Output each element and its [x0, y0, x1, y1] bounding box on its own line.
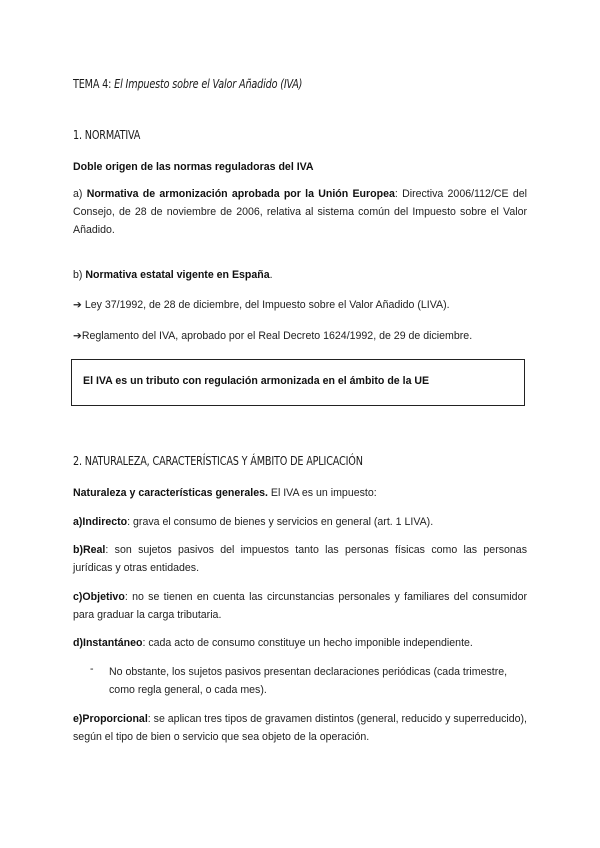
subtitle-text: Doble origen de las normas reguladoras del IVA: [73, 161, 314, 173]
section-2-heading: 2. NATURALEZA, CARACTERÍSTICAS Y ÁMBITO DE APLICACIÓN: [73, 453, 363, 468]
law-item-2: ➔Reglamento del IVA, aprobado por el Real Decreto 1624/1992, de 29 de diciembre.: [73, 330, 473, 342]
characteristic-item: [73, 513, 527, 531]
b-prefix: b): [73, 269, 83, 281]
item-label: d)Instantáneo: [73, 637, 143, 649]
item-text: : no se tienen en cuenta las circunstancias personales y familiares del consumidor para graduar la carga tributaria.: [73, 591, 527, 621]
intro-bold: Naturaleza y características generales.: [73, 487, 268, 499]
b-rest: .: [269, 269, 273, 281]
item-text: : se aplican tres tipos de gravamen distintos (general, reducido y superreducido), según el tipo de bien o servicio que sea objeto de la operación.: [73, 713, 527, 743]
intro-rest: El IVA es un impuesto:: [267, 487, 377, 499]
law-item-1: ➔ Ley 37/1992, de 28 de diciembre, del Impuesto sobre el Valor Añadido (LIVA).: [73, 299, 450, 311]
item-label: b)Real: [73, 544, 106, 556]
b-bold: Normativa estatal vigente en España: [85, 269, 270, 281]
a-prefix: a): [73, 188, 83, 200]
item-text: : son sujetos pasivos del impuestos tanto las personas físicas como las personas jurídicas y otras entidades.: [73, 544, 527, 574]
characteristic-item: [73, 710, 527, 746]
item-text: : cada acto de consumo constituye un hecho imponible independiente.: [142, 637, 473, 649]
a-bold: Normativa de armonización aprobada por la Unión Europea: [86, 188, 395, 200]
highlight-box: [71, 359, 525, 406]
paragraph-a: [73, 185, 527, 239]
item-label: c)Objetivo: [73, 591, 125, 603]
characteristic-item: [73, 588, 527, 624]
characteristic-item: [73, 634, 527, 652]
section-1-heading: 1. NORMATIVA: [73, 127, 141, 142]
item-text: : grava el consumo de bienes y servicios en general (art. 1 LIVA).: [127, 516, 434, 528]
title-prefix: TEMA 4:: [73, 76, 112, 91]
paragraph-b: [73, 266, 527, 284]
highlight-text: El IVA es un tributo con regulación armonizada en el ámbito de la UE: [83, 375, 430, 387]
bullet-note: No obstante, los sujetos pasivos presentan declaraciones periódicas (cada trimestre, como regla general, o cada mes).: [109, 666, 508, 696]
item-label: e)Proporcional: [73, 713, 148, 725]
characteristic-item: [73, 541, 527, 577]
title-main: El Impuesto sobre el Valor Añadido (IVA): [114, 76, 303, 91]
bullet-marker: -: [90, 663, 94, 675]
document-title: [73, 76, 302, 91]
section-1-subtitle: [73, 158, 527, 176]
a-rest: : Directiva 2006/112/CE del Consejo, de 28 de noviembre de 2006, relativa al sistema común del Impuesto sobre el Valor Añadido.: [73, 188, 527, 236]
section-2-intro: [73, 484, 527, 502]
item-label: a)Indirecto: [73, 516, 128, 528]
